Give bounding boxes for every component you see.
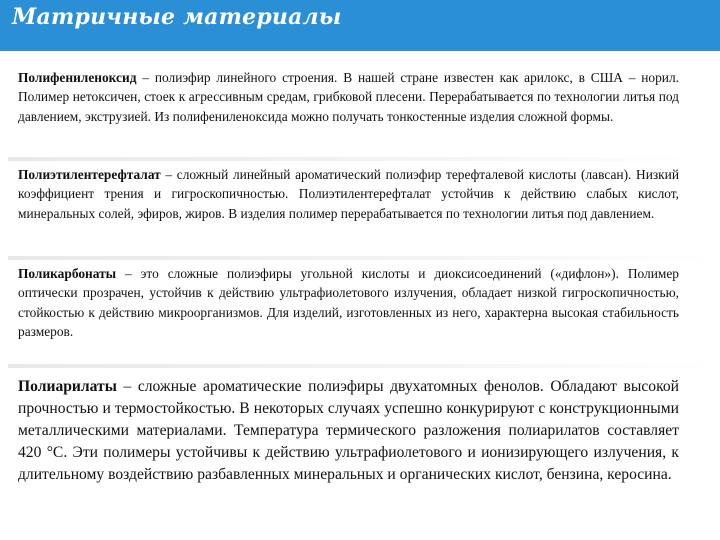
term-polyarylates: Полиарилаты <box>18 378 117 395</box>
paragraph-polyarylates <box>18 368 683 498</box>
term-polyethylene-terephthalate: Полиэтилентерефталат <box>18 167 161 182</box>
term-polycarbonates: Поликарбонаты <box>18 266 117 281</box>
paragraph-polyphenylene-oxide <box>18 64 683 161</box>
definition-polyarylates: – сложные ароматические полиэфиры двухатомных фенолов. Обладают высокой прочностью и термостойкостью. В некоторых случаях успешно конкурируют с конструкционными металлическими материалами. Температура термического разложения полиарилатов составляет 420 °С. Эти полимеры устойчивы к действию ультрафиолетового и ионизирующего излучения, к длительному воздействию разбавленных минеральных и органических кислот, бензина, керосина. <box>18 378 679 483</box>
definition-polyethylene-terephthalate: – сложный линейный ароматический полиэфир терефталевой кислоты (лавсан). Низкий коэффициент трения и гигроскопичностью. Полиэтилентерефталат устойчив к действию слабых кислот, минеральных солей, эфиров, жиров. В изделия полимер перерабатывается по технологии литья под давлением. <box>18 167 679 221</box>
paragraph-polyethylene-terephthalate <box>18 161 683 260</box>
definition-polyphenylene-oxide: – полиэфир линейного строения. В нашей стране известен как арилокс, в США – норил. Полимер нетоксичен, стоек к агрессивным средам, грибковой плесени. Перерабатывается по технологии литья под давлением, экструзией. Из полифениленоксида можно получать тонкостенные изделия сложной формы. <box>18 70 679 124</box>
slide-title: Матричные материалы <box>12 4 342 30</box>
title-bar <box>0 0 720 51</box>
term-polyphenylene-oxide: Полифениленоксид <box>18 70 137 85</box>
definition-polycarbonates: – это сложные полиэфиры угольной кислоты и диоксисоединений («дифлон»). Полимер оптически прозрачен, устойчив к действию ультрафиолетового излучения, обладает низкой гигроскопичностью, стойкостью к действию микроорганизмов. Для изделий, изготовленных из него, характерна высокая стабильность размеров. <box>18 266 679 340</box>
content-area <box>18 64 683 498</box>
paragraph-polycarbonates <box>18 260 683 368</box>
